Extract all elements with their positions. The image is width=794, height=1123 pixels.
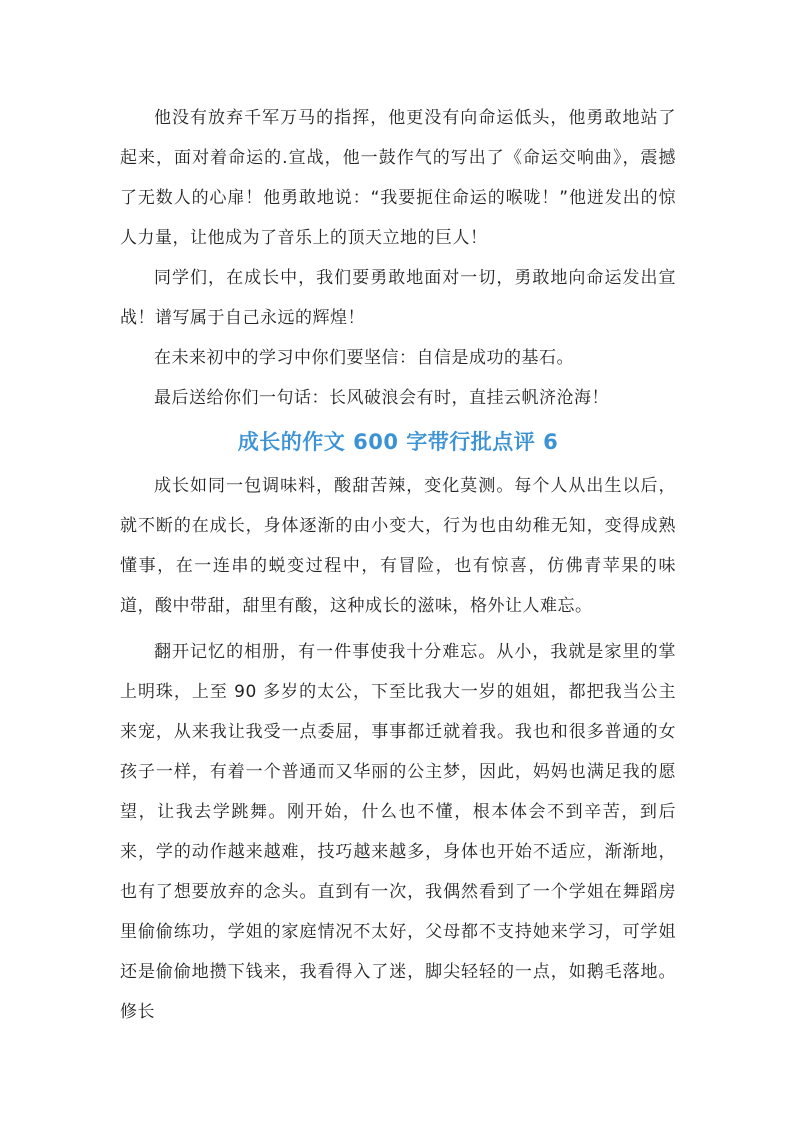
paragraph-call-to-courage: 同学们，在成长中，我们要勇敢地面对一切，勇敢地向命运发出宣战！谱写属于自己永远的辉煌！ bbox=[120, 268, 676, 328]
paragraph-confidence: 在未来初中的学习中你们要坚信：自信是成功的基石。 bbox=[154, 348, 574, 368]
document-page bbox=[120, 98, 676, 1032]
paragraph-beethoven: 他没有放弃千军万马的指挥，他更没有向命运低头，他勇敢地站了起来，面对着命运的.宣战，他一鼓作气的写出了《命运交响曲》，震撼了无数人的心扉！他勇敢地说：“我要扼住命运的喉咙！”他迸发出的惊人力量，让他成为了音乐上的顶天立地的巨人！ bbox=[120, 108, 676, 248]
paragraph-dance-memory: 翻开记忆的相册，有一件事使我十分难忘。从小，我就是家里的掌上明珠，上至 90 多岁的太公，下至比我大一岁的姐姐，都把我当公主来宠，从来我让我受一点委屈，事事都迁就着我。我也和很多普通的女孩子一样，有着一个普通而又华丽的公主梦，因此，妈妈也满足我的愿望，让我去学跳舞。刚开始，什么也不懂，根本体会不到辛苦，到后来，学的动作越来越难，技巧越来越多，身体也开始不适应，渐渐地，也有了想要放弃的念头。直到有一次，我偶然看到了一个学姐在舞蹈房里偷偷练功，学姐的家庭情况不太好，父母都不支持她来学习，可学姐还是偷偷地攒下钱来，我看得入了迷，脚尖轻轻的一点，如鹅毛落地。修长 bbox=[120, 642, 676, 1022]
section-heading: 成长的作文 600 字带行批点评 6 bbox=[237, 430, 559, 454]
paragraph-closing-quote: 最后送给你们一句话：长风破浪会有时，直挂云帆济沧海！ bbox=[154, 388, 609, 408]
paragraph-growth-intro: 成长如同一包调味料，酸甜苦辣，变化莫测。每个人从出生以后，就不断的在成长，身体逐渐的由小变大，行为也由幼稚无知，变得成熟懂事，在一连串的蜕变过程中，有冒险，也有惊喜，仿佛青苹果的味道，酸中带甜，甜里有酸，这种成长的滋味，格外让人难忘。 bbox=[120, 476, 676, 616]
